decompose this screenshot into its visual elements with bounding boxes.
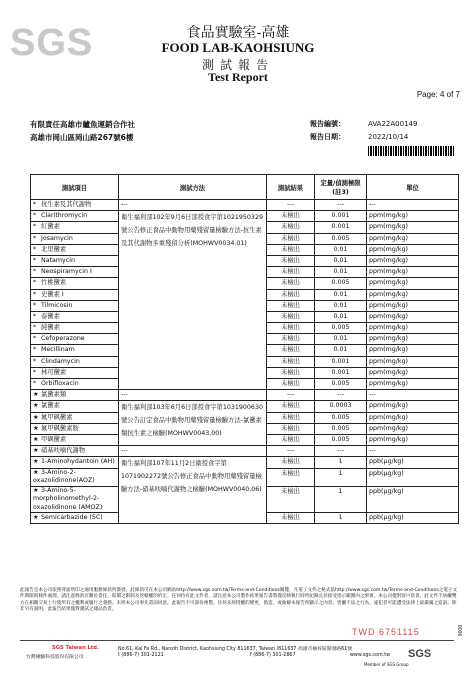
item-label: 3-Amino-5-morpholinomethyl-2-oxazolidinone (AMOZ) [33,486,103,511]
company-web: www.sgs.com.tw [350,653,390,658]
item-mark: ★ [33,514,39,521]
item-name [31,457,119,468]
item-unit: ppm(mg/kg) [367,255,459,266]
lab-name-cn: 食品實驗室-高雄 [186,25,290,41]
item-label: Semicarbazide (SC) [41,514,103,521]
item-name [31,379,119,390]
item-mark: ★ [33,402,39,410]
item-unit: ppm(mg/kg) [367,367,459,378]
table-row [31,390,459,401]
item-name [31,356,119,367]
item-result: 未檢出 [267,345,315,356]
item-label: 史黴素 I [41,290,64,298]
item-result: 未檢出 [267,468,315,486]
item-limit: 0.005 [315,278,367,289]
item-name [31,255,119,266]
test-method: 衛生福利部102年9月6日部授食字第1021950329號公告修正食品中動物用藥殘留量檢驗方法-抗生素及其代謝物多重殘留分析(MOHWV0034.01) [119,211,267,390]
test-method: 衛生福利部107年11月2日衛授食字第1071902272號公告修正食品中動物用藥殘留量檢驗方法-硝基呋喃代謝物之檢驗(MOHWV0040.06) [119,457,267,524]
item-result: 未檢出 [267,412,315,423]
company-name-en: SGS Taiwan Ltd. [52,645,99,651]
item-result: 未檢出 [267,255,315,266]
item-name [31,300,119,311]
item-mark: ★ [33,391,39,399]
item-name [31,244,119,255]
item-result: 未檢出 [267,367,315,378]
item-unit: ppm(mg/kg) [367,244,459,255]
item-result: 未檢出 [267,401,315,412]
item-unit: ppm(mg/kg) [367,211,459,222]
item-unit: --- [367,200,459,211]
item-result: 未檢出 [267,267,315,278]
item-label: Orbifloxacin [41,380,79,387]
item-mark: ★ [33,486,39,494]
item-mark: * [33,223,37,231]
item-label: 氟甲砜黴素胺 [41,424,79,432]
item-mark: ★ [33,458,39,466]
header-result: 測試結果 [267,175,315,200]
item-limit: 0.01 [315,311,367,322]
item-result: 未檢出 [267,356,315,367]
report-meta [310,118,417,144]
report-title-cn: 測試報告 [201,58,274,72]
item-label: Clindamycin [41,357,80,365]
item-name [31,446,119,457]
item-mark: * [33,368,37,376]
item-result: 未檢出 [267,222,315,233]
item-unit: --- [367,446,459,457]
company-address: No.61, Kai Fa Rd., Nanzih District, Kaohsiung City 811637, Taiwan /811637 高雄市楠梓區開發路61號 [118,647,353,652]
test-method-empty: --- [119,446,267,457]
item-name [31,412,119,423]
item-limit: 0.001 [315,211,367,222]
item-label: 甲砜黴素 [41,435,67,443]
item-label: 竹桃黴素 [41,279,67,287]
item-name [31,390,119,401]
item-limit: 0.001 [315,222,367,233]
test-method-empty: --- [119,390,267,401]
table-row [31,211,459,222]
report-date: 2022/10/14 [368,133,409,141]
item-unit: ppb(μg/kg) [367,457,459,468]
sgs-logo: SGS [10,22,94,64]
item-unit: ppm(mg/kg) [367,379,459,390]
item-result: 未檢出 [267,379,315,390]
item-limit: 0.001 [315,367,367,378]
item-limit: 0.001 [315,356,367,367]
company-footer [20,640,454,669]
item-name [31,278,119,289]
item-mark: ★ [33,413,39,421]
item-unit: --- [367,390,459,401]
item-name [31,434,119,445]
item-limit: 0.005 [315,434,367,445]
item-mark: ★ [33,447,39,455]
serial-number: TWD 6751115 [352,627,420,637]
item-name [31,367,119,378]
item-label: 氯黴素 [41,402,60,410]
item-limit: 1 [315,486,367,513]
item-result: 未檢出 [267,211,315,222]
report-no-label: 報告編號： [310,120,345,128]
item-name [31,401,119,412]
client-name: 有限責任高雄市鱸魚運銷合作社 [30,120,135,129]
table-row [31,457,459,468]
item-label: 1-Aminohydantoin (AH) [41,458,115,466]
table-row [31,446,459,457]
item-name [31,486,119,513]
form-code: 8006 [456,625,462,637]
item-mark: * [33,201,37,208]
item-mark: * [33,301,37,309]
item-unit: ppm(mg/kg) [367,311,459,322]
client-address: 高雄市岡山區岡山路267號6樓 [30,133,134,142]
item-mark: * [33,234,37,242]
item-limit: 1 [315,468,367,486]
item-result: --- [267,390,315,401]
item-mark: ★ [33,435,39,443]
item-unit: ppm(mg/kg) [367,345,459,356]
item-label: Neospiramycin I [41,268,92,276]
item-result: 未檢出 [267,311,315,322]
item-limit: 0.01 [315,334,367,345]
page-number: Page: 4 of 7 [416,90,460,99]
item-mark: * [33,256,37,264]
group-membership: Member of SGS Group [364,662,409,667]
item-label: Mecillinam [41,346,75,354]
item-name [31,311,119,322]
table-row [31,401,459,412]
item-unit: ppm(mg/kg) [367,323,459,334]
test-method-empty: --- [119,200,267,211]
item-label: 抗生素及其代謝物 [41,201,92,208]
item-unit: ppm(mg/kg) [367,222,459,233]
item-unit: ppb(μg/kg) [367,513,459,524]
item-name [31,200,119,211]
item-name [31,423,119,434]
item-result: 未檢出 [267,233,315,244]
item-result: 未檢出 [267,423,315,434]
item-unit: ppm(mg/kg) [367,434,459,445]
item-label: Tilmicosin [41,301,73,309]
item-name [31,289,119,300]
item-unit: ppb(μg/kg) [367,468,459,486]
item-label: 硝基呋喃代謝物 [41,447,86,455]
item-unit: ppm(mg/kg) [367,334,459,345]
company-tel: t (886-7) 301-2121 [118,653,164,658]
item-limit: 0.005 [315,323,367,334]
item-mark: * [33,212,37,220]
item-mark: * [33,279,37,287]
disclaimer: 此報告是本公司依照背面所印之通用服務條款所簽發，此條款可在本公司網站http://www.sgs.com.tw/Terms-and-Conditions閱覽，凡電子文件之格式依http://www.sgs.com.tw/Terms-and-Conditions之電子文件期限與條件處理。請注意條款有關於責任、賠償之限制及管轄權的約定。任何持有此文件者，請注意本公司製作結果報告書將僅反映執行時所紀錄且於接受指示範圍內之事實。本公司僅對客戶負責，此文件不妨礙雙方在相關交易上行使所有之權利或履行之義務。未經本公司事先書面同意，此報告不可部份複製。任何未經授權的變更、偽造、或曲解本報告所顯示之內容，皆屬不法之行為，違犯者可能遭受法律上最嚴厲之追訴。除非另有說明，此報告結果僅對測試之樣品負責。 [20,588,458,613]
item-limit: 0.01 [315,244,367,255]
item-result: 未檢出 [267,334,315,345]
item-unit: ppm(mg/kg) [367,300,459,311]
item-limit: 0.01 [315,300,367,311]
item-result: 未檢出 [267,244,315,255]
item-unit: ppm(mg/kg) [367,356,459,367]
item-unit: ppm(mg/kg) [367,289,459,300]
item-result: --- [267,200,315,211]
item-label: Josamycin [41,234,73,242]
item-mark: * [33,268,37,276]
item-result: 未檢出 [267,434,315,445]
item-name [31,334,119,345]
item-name [31,345,119,356]
item-limit: 0.01 [315,255,367,266]
item-unit: ppm(mg/kg) [367,401,459,412]
report-no: AVA22A00149 [368,120,418,128]
item-mark: ★ [33,468,39,476]
item-label: 氯黴素類 [41,391,67,399]
test-method: 衛生福利部103年6月6日部授食字第1031900630號公告訂定食品中動物用藥殘留量檢驗方法-氯黴素類抗生素之檢驗(MOHWV0043.00) [119,401,267,446]
item-limit: 0.01 [315,289,367,300]
results-table [30,174,459,524]
item-unit: ppm(mg/kg) [367,423,459,434]
item-result: 未檢出 [267,300,315,311]
lab-name-en: FOOD LAB-KAOHSIUNG [161,40,315,55]
header-method: 測試方法 [119,175,267,200]
item-mark: * [33,324,37,332]
item-unit: ppm(mg/kg) [367,412,459,423]
item-result: 未檢出 [267,278,315,289]
client-block [30,118,135,144]
item-result: 未檢出 [267,323,315,334]
item-label: 北里黴素 [41,245,67,253]
item-mark: * [33,290,37,298]
item-unit: ppm(mg/kg) [367,278,459,289]
item-limit: 1 [315,457,367,468]
item-limit: 0.005 [315,423,367,434]
item-mark: * [33,312,37,320]
item-limit: 0.005 [315,233,367,244]
item-label: 林可黴素 [41,368,67,376]
item-name [31,211,119,222]
sgs-emblem-icon: SGS [408,648,432,660]
table-header-row [31,175,459,200]
item-label: 紅黴素 [41,223,60,231]
item-result: 未檢出 [267,289,315,300]
item-limit: --- [315,390,367,401]
item-name [31,267,119,278]
item-limit: 0.01 [315,345,367,356]
item-mark: * [33,346,37,354]
item-limit: 0.01 [315,267,367,278]
item-label: Natamycin [41,256,75,264]
header-limit: 定量/偵測極限(註3) [315,175,367,200]
item-name [31,222,119,233]
item-limit: --- [315,446,367,457]
table-row [31,200,459,211]
item-label: Cefoperazone [41,335,85,343]
item-unit: ppm(mg/kg) [367,267,459,278]
item-result: 未檢出 [267,457,315,468]
item-limit: 1 [315,513,367,524]
item-limit: 0.005 [315,379,367,390]
barcode [368,146,454,156]
item-label: 純黴素 [41,324,60,332]
item-mark: * [33,245,37,253]
item-label: 泰黴素 [41,312,60,320]
item-limit: 0.0003 [315,401,367,412]
header-item: 測試項目 [31,175,119,200]
item-label: 氟甲砜黴素 [41,413,73,421]
item-name [31,468,119,486]
item-name [31,513,119,524]
item-mark: * [33,357,37,365]
item-name [31,323,119,334]
item-limit: --- [315,200,367,211]
item-limit: 0.005 [315,412,367,423]
item-unit: ppm(mg/kg) [367,233,459,244]
item-name [31,233,119,244]
item-label: 3-Amino-2-oxazolidinone(AOZ) [33,468,95,484]
report-date-label: 報告日期： [310,133,345,141]
company-name-cn: 台灣檢驗科技股份有限公司 [26,655,84,660]
item-label: Clarithromycin [41,212,88,220]
header-unit: 單位 [367,175,459,200]
item-mark: ★ [33,424,39,432]
item-result: 未檢出 [267,513,315,524]
item-result: 未檢出 [267,486,315,513]
item-mark: * [33,335,37,343]
company-fax: f (886-7) 301-2867 [250,653,296,658]
item-unit: ppb(μg/kg) [367,486,459,513]
item-mark: * [33,380,37,387]
item-result: --- [267,446,315,457]
report-title-en: Test Report [208,70,268,84]
